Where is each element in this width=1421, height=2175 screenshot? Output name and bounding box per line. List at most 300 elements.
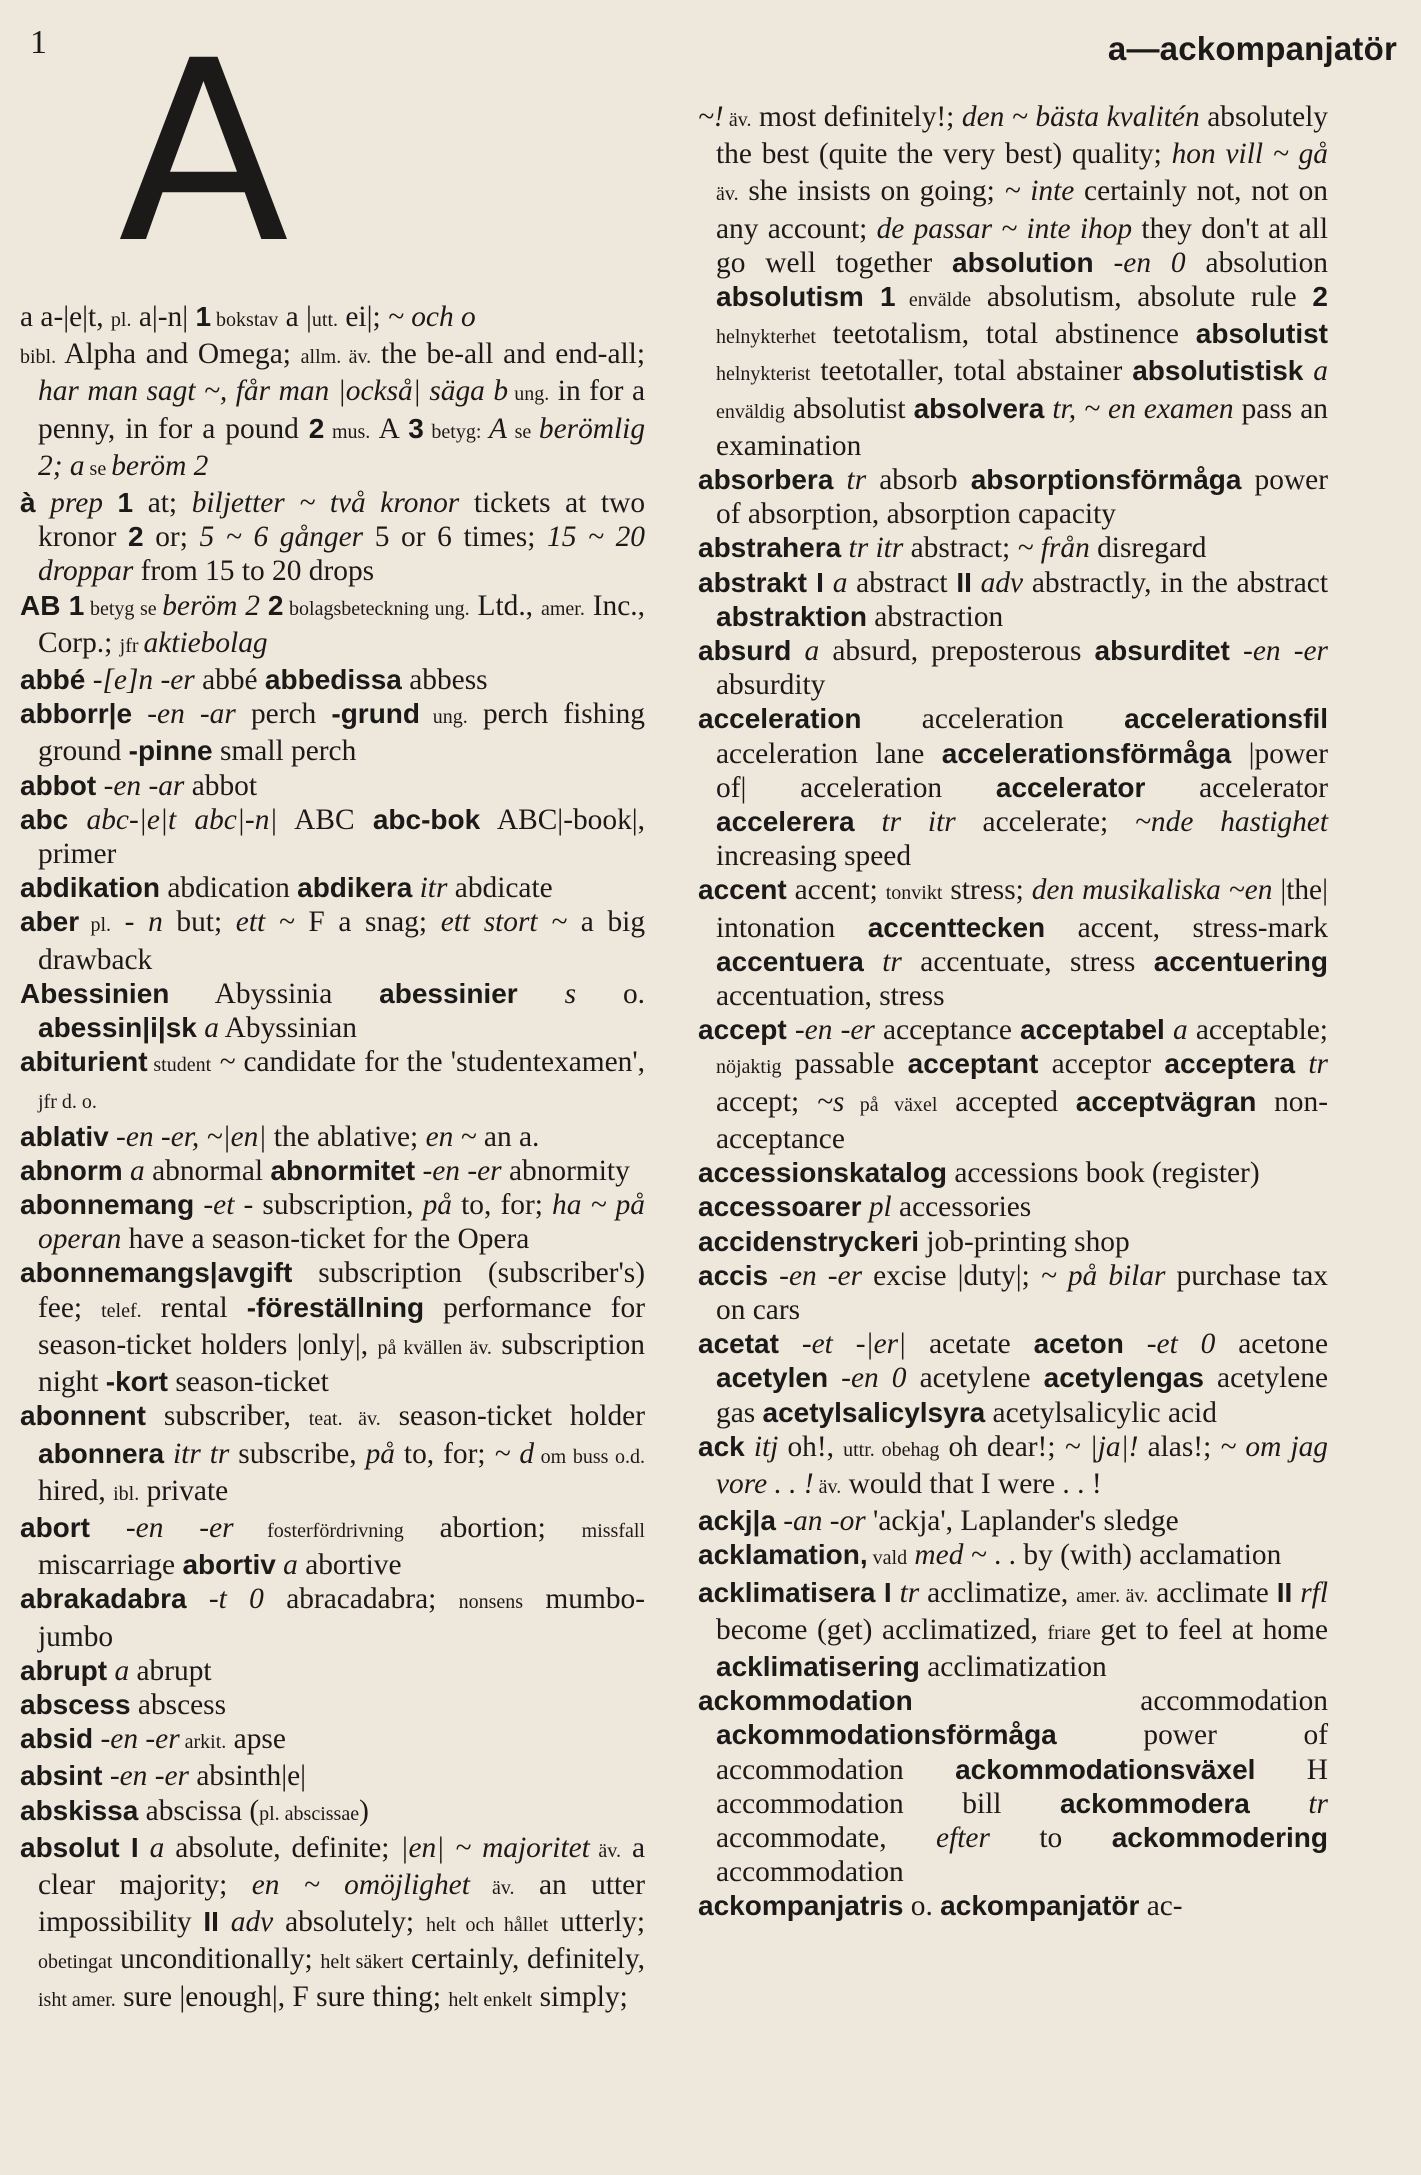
entry-text: på <box>422 1189 452 1222</box>
dictionary-entry <box>20 871 645 905</box>
entry-text: a <box>275 1549 298 1582</box>
headword: accelerera <box>716 806 855 838</box>
headword: II <box>1276 1576 1293 1608</box>
entry-text: friare <box>1047 1621 1091 1644</box>
dictionary-entry <box>698 100 1328 463</box>
entry-text: apse <box>226 1723 286 1756</box>
headword: absolvera <box>913 392 1045 424</box>
entry-text: a clear majority; <box>38 1831 645 1901</box>
headword: 2 <box>267 589 284 621</box>
entry-text: to, for; <box>394 1437 495 1470</box>
entry-text: abscissa ( <box>138 1794 260 1827</box>
entry-text: mumbo-jumbo <box>38 1583 646 1653</box>
headword: absint <box>20 1760 103 1792</box>
dictionary-entry <box>698 1889 1328 1923</box>
entry-text: alas!; <box>1138 1430 1221 1463</box>
entry-text: -en 0 <box>828 1362 907 1395</box>
headword: abborr|e <box>20 698 133 730</box>
entry-text: sure |enough|, F sure thing; <box>115 1980 449 2013</box>
entry-text: tr <box>863 945 902 978</box>
entry-text: ~! <box>698 101 724 133</box>
entry-text: vald <box>867 1547 908 1570</box>
headword: ackompanjatör <box>940 1890 1140 1922</box>
headword: accent <box>698 874 787 906</box>
headword: abbé <box>20 664 86 696</box>
entry-text: power of absorption, absorption capacity <box>716 464 1329 531</box>
headword: aceton <box>1033 1328 1124 1360</box>
entry-text: ~ inte <box>1004 175 1075 208</box>
entry-text: stress; <box>942 874 1032 907</box>
entry-text: se <box>506 420 539 443</box>
headword: accentuera <box>716 945 864 977</box>
entry-text: abracadabra; <box>263 1583 459 1616</box>
entry-text: itr tr <box>164 1437 230 1470</box>
entry-text: 5 or 6 times; <box>363 521 548 554</box>
dictionary-entry <box>698 702 1328 873</box>
entry-text: A <box>370 412 409 445</box>
entry-text: -en -er, ~|en| <box>108 1120 267 1153</box>
headword: accidenstryckeri <box>698 1225 920 1257</box>
headword: abnormitet <box>270 1154 416 1186</box>
dictionary-entry <box>20 1154 645 1188</box>
entry-text: ibl. <box>113 1482 140 1505</box>
entry-text: berömlig 2; a <box>38 412 646 482</box>
entry-text: amer. <box>540 597 585 620</box>
entry-text: a <box>823 566 848 599</box>
entry-text: äv. <box>469 1876 515 1899</box>
entry-text: oh dear!; <box>939 1430 1065 1463</box>
entry-text: pl. <box>110 309 132 331</box>
headword: accept <box>698 1014 787 1046</box>
entry-text: absorb <box>866 464 971 497</box>
headword: abonnemang <box>20 1189 195 1221</box>
headword: abbot <box>20 769 97 801</box>
entry-text: abbot <box>184 769 258 802</box>
entry-text: excise |duty|; <box>862 1259 1041 1292</box>
headword: accelerationsfil <box>1124 703 1328 735</box>
entry-text: abstract <box>847 566 957 599</box>
entry-text: äv. <box>716 183 739 206</box>
entry-text: utterly; <box>548 1906 646 1939</box>
entry-text: abc-|e|t abc|-n| <box>68 803 278 836</box>
headword: ackommodationsförmåga <box>716 1719 1057 1751</box>
entry-text: abbé <box>194 664 265 697</box>
entry-text: ung. <box>420 706 468 729</box>
headword: abonnent <box>20 1400 146 1432</box>
entry-text: have a season-ticket for the Opera <box>121 1223 530 1256</box>
entry-text: pass an examination <box>716 392 1328 462</box>
entry-text: get to feel at home <box>1090 1613 1329 1646</box>
headword: ackompanjatris <box>698 1890 904 1922</box>
entry-text: |en| ~ majoritet <box>400 1831 590 1864</box>
headword: abdikation <box>20 872 161 904</box>
headword: abrakadabra <box>20 1583 187 1615</box>
dictionary-entry <box>698 1225 1328 1259</box>
entry-text: telef. <box>101 1299 142 1322</box>
entry-text: certainly, definitely, <box>403 1943 646 1976</box>
entry-text: en ~ omöjlighet <box>251 1868 470 1901</box>
entry-text: betyg se <box>84 597 163 620</box>
entry-text: A <box>489 412 507 445</box>
entry-text: season-ticket holder <box>380 1400 645 1433</box>
entry-text: acceleration <box>861 703 1125 736</box>
dictionary-entry <box>20 905 645 976</box>
dictionary-entry <box>698 1259 1328 1327</box>
entry-text: -et 0 <box>1123 1328 1216 1361</box>
entry-text: -en -er <box>90 1511 234 1544</box>
entry-text: o. <box>576 977 645 1010</box>
headword: absurditet <box>1094 635 1230 667</box>
entry-text: -en -er <box>415 1154 502 1187</box>
headword: acklamation, <box>698 1539 868 1571</box>
headword: 2 <box>1312 281 1328 313</box>
entry-text: in for a penny, in for a pound <box>38 375 646 445</box>
dictionary-entry <box>698 873 1328 1013</box>
headword: à <box>20 487 36 519</box>
entry-text: miscarriage <box>38 1549 183 1582</box>
entry-text: amer. äv. <box>1076 1584 1149 1607</box>
entry-text: allm. äv. <box>300 346 372 369</box>
entry-text: abbess <box>401 664 488 697</box>
headword: abc <box>20 803 69 835</box>
headword: ackj|a <box>698 1505 776 1537</box>
headword: -föreställning <box>246 1291 425 1323</box>
headword: abortiv <box>182 1549 276 1581</box>
headword: ackommodera <box>1059 1787 1250 1819</box>
entry-text: Abyssinian <box>218 1012 357 1045</box>
entry-text: accelerate; <box>955 806 1136 839</box>
entry-text: accessories <box>891 1191 1032 1224</box>
entry-text: itj <box>744 1430 779 1463</box>
entry-text: den musikaliska ~en <box>1031 874 1273 907</box>
entry-text: a <box>791 635 820 668</box>
entry-text: på växel <box>844 1093 938 1116</box>
entry-text: student <box>147 1054 212 1077</box>
entry-text: helt enkelt <box>448 1988 533 2011</box>
headword: acetylsalicylsyra <box>762 1396 986 1428</box>
entry-text: bokstav <box>211 309 279 331</box>
entry-text: acclimatize, <box>919 1576 1077 1609</box>
entry-text: pl. <box>79 914 112 937</box>
dictionary-entry <box>20 1688 645 1722</box>
entry-text: den ~ bästa kvalitén <box>961 101 1200 133</box>
headword: abstrahera <box>698 532 842 564</box>
entry-text: 'ackja', Laplander's sledge <box>865 1505 1179 1538</box>
entry-text: a <box>107 1654 130 1687</box>
entry-text: rfl <box>1292 1576 1328 1609</box>
entry-text: a | <box>278 301 312 333</box>
headword: acceleration <box>698 703 862 735</box>
headword: abiturient <box>20 1046 148 1078</box>
headword: aber <box>20 906 80 938</box>
dictionary-entry <box>20 803 645 871</box>
entry-text: abdicate <box>447 872 553 905</box>
entry-text: - n <box>111 906 163 939</box>
entry-text: Inc., Corp.; <box>38 589 645 659</box>
headword: abscess <box>20 1688 131 1720</box>
headword: acklimatisera I <box>698 1576 892 1608</box>
dictionary-entry <box>20 1256 645 1399</box>
entry-text: tickets at two kronor <box>38 487 646 554</box>
entry-text: ~s <box>817 1085 845 1118</box>
left-column <box>20 0 645 2017</box>
headword: abstraktion <box>716 600 867 632</box>
entry-text: bolagsbeteckning ung. <box>283 597 470 620</box>
entry-text: efter <box>936 1821 990 1854</box>
entry-text: passable <box>781 1048 908 1081</box>
dictionary-entry <box>698 1430 1328 1504</box>
entry-text: beröm 2 <box>162 589 268 622</box>
entry-text: subscriber, <box>146 1400 309 1433</box>
entry-text: ei|; <box>338 301 388 333</box>
entry-text: or; <box>143 521 200 554</box>
entry-text: på kvällen äv. <box>377 1336 492 1359</box>
entry-text: simply; <box>532 1980 628 2013</box>
headword: abstrakt I <box>698 566 824 598</box>
headword: accenttecken <box>867 911 1046 943</box>
entry-text: abrupt <box>129 1654 212 1687</box>
entry-text: subscription (subscriber's) fee; <box>38 1257 645 1324</box>
entry-text: se <box>84 457 112 480</box>
entry-text: absolutism, absolute rule <box>971 281 1313 314</box>
entry-text: ung. <box>508 383 550 406</box>
headword: abort <box>20 1511 90 1543</box>
entry-text: a|-n| <box>131 301 196 333</box>
headword: accelerator <box>995 771 1146 803</box>
entry-text: tr <box>891 1576 920 1609</box>
entry-text: from 15 to 20 drops <box>133 555 375 588</box>
dictionary-entry <box>698 1538 1328 1575</box>
entry-text: a a-|e|t, <box>20 301 111 333</box>
page-number: 1 <box>30 24 47 61</box>
entry-text: accelerator <box>1145 771 1329 804</box>
entry-text: tr <box>1295 1048 1328 1081</box>
headword: 1 <box>117 487 134 519</box>
entry-text: ) <box>359 1794 369 1827</box>
entry-text: beröm 2 <box>111 449 209 482</box>
entry-text: -en -er <box>768 1259 863 1292</box>
entry-text: itr <box>412 872 448 905</box>
dictionary-entry <box>20 1188 645 1256</box>
dictionary-entry <box>20 1654 645 1688</box>
entry-text: missfall <box>581 1519 645 1542</box>
entry-text: . . by (with) acclamation <box>986 1539 1282 1572</box>
entry-text: med ~ <box>907 1539 987 1572</box>
entry-text: fosterfördrivning <box>233 1519 404 1542</box>
headword: II <box>956 566 972 598</box>
entry-text: tr itr <box>854 806 956 839</box>
entry-text: obetingat <box>38 1951 113 1974</box>
entry-text: teat. äv. <box>308 1408 381 1431</box>
entry-text: a big drawback <box>38 906 646 976</box>
headword: abessin|i|sk <box>38 1012 197 1044</box>
dictionary-entry <box>20 663 645 697</box>
dictionary-entry <box>20 1511 645 1582</box>
entry-text: accept; <box>716 1085 817 1118</box>
entry-text: a <box>1303 355 1328 388</box>
entry-text: at; <box>133 487 192 520</box>
headword: -kort <box>105 1366 168 1398</box>
dictionary-entry <box>20 1399 645 1511</box>
headword: ackommodering <box>1111 1821 1328 1853</box>
entry-text: -et - <box>194 1189 254 1222</box>
headword: acetylen <box>716 1362 829 1394</box>
entry-text: unconditionally; <box>112 1943 321 1976</box>
entry-text: bibl. <box>20 346 57 369</box>
entry-text: a <box>138 1831 165 1864</box>
entry-text: arkit. <box>179 1731 227 1754</box>
entry-text: nonsens <box>458 1591 524 1614</box>
entry-text: ~ från <box>1017 532 1090 565</box>
entry-text: job-printing shop <box>919 1225 1130 1258</box>
entry-text: abscess <box>130 1688 227 1721</box>
entry-text: ~ och o <box>387 301 476 333</box>
entry-text: perch fishing ground <box>38 698 645 768</box>
entry-text: -en -er <box>102 1760 189 1793</box>
entry-text: accepted <box>937 1085 1076 1118</box>
dictionary-entry <box>20 486 645 589</box>
entry-text: ~nde hastighet <box>1135 806 1328 839</box>
entry-text: -en -ar <box>96 769 185 802</box>
dictionary-entry <box>698 1327 1328 1430</box>
entry-text: acetylene <box>906 1362 1044 1395</box>
entry-text: Alpha and Omega; <box>56 338 301 371</box>
entry-text: season-ticket <box>168 1366 329 1399</box>
headword: abc-bok <box>372 803 481 835</box>
entry-text: isht amer. <box>38 1988 116 2011</box>
entry-text: acetone <box>1215 1328 1328 1361</box>
entry-text: perch <box>235 698 332 731</box>
entry-text: tonvikt <box>885 882 943 905</box>
headword: acetat <box>698 1328 779 1360</box>
entry-text: utt. <box>311 309 339 331</box>
entry-text: biljetter ~ två kronor <box>191 487 460 520</box>
entry-text: candidate for the 'studentexamen', <box>235 1046 645 1079</box>
dictionary-entry <box>20 977 645 1045</box>
entry-text: |the| intonation <box>716 874 1328 944</box>
entry-text: på <box>365 1437 395 1470</box>
dictionary-entry <box>20 589 645 663</box>
entry-text: accentuation, stress <box>716 980 945 1013</box>
entry-text: uttr. obehag <box>843 1438 940 1461</box>
entry-text: s <box>517 977 577 1010</box>
entry-text: ~ om jag vore . . ! <box>716 1430 1328 1500</box>
entry-text: to, for; <box>452 1189 553 1222</box>
headword: abdikera <box>297 872 413 904</box>
headword: absid <box>20 1723 94 1755</box>
entry-text: pl. abscissae <box>259 1802 360 1825</box>
entry-text: helt säkert <box>320 1951 404 1974</box>
dictionary-entry <box>20 769 645 803</box>
entry-text: the ablative; <box>266 1120 426 1153</box>
entry-text: a <box>196 1012 219 1045</box>
dictionary-entry <box>698 634 1328 702</box>
right-column <box>698 0 1328 1924</box>
headword: abonnemangs|avgift <box>20 1257 293 1289</box>
entry-text: absolutist <box>784 392 914 425</box>
dictionary-entry <box>698 566 1328 634</box>
entry-text: ~ d <box>494 1437 535 1470</box>
entry-text: teetotalism, total abstinence <box>815 318 1196 351</box>
entry-text: ~ |ja|! <box>1064 1430 1139 1463</box>
headword: accelerationsförmåga <box>941 737 1232 769</box>
entry-text: acetylsalicylic acid <box>985 1396 1217 1429</box>
headword: accentuering <box>1153 945 1328 977</box>
entry-text: most definitely!; <box>751 101 962 133</box>
dictionary-entry <box>20 1759 645 1793</box>
dictionary-entry <box>698 1684 1328 1889</box>
entry-text: increasing speed <box>716 840 912 873</box>
entry-text: nöjaktig <box>716 1056 782 1079</box>
entry-text: to <box>989 1821 1112 1854</box>
entry-text: H accommodation bill <box>716 1753 1329 1820</box>
entry-text: äv. <box>813 1475 842 1498</box>
dictionary-entry <box>698 1504 1328 1538</box>
entry-text: tr itr <box>841 532 904 565</box>
headword: absolutistisk <box>1132 355 1304 387</box>
entry-text: betyg: <box>423 420 490 443</box>
entry-text: oh!, <box>778 1430 844 1463</box>
entry-text: private <box>139 1474 229 1507</box>
entry-text: äv. <box>723 109 752 131</box>
headword: ackommodationsväxel <box>955 1753 1256 1785</box>
entry-text: acclimate <box>1148 1576 1277 1609</box>
entry-text: subscription night <box>38 1328 645 1399</box>
entry-text: -en -er <box>1229 635 1328 668</box>
headword: absorptionsförmåga <box>970 464 1242 496</box>
dictionary-entry <box>20 300 645 337</box>
entry-text: -en -ar <box>132 698 236 731</box>
drop-letter: A <box>118 7 290 298</box>
entry-text: a <box>1164 1014 1188 1047</box>
headword: acetylengas <box>1043 1362 1204 1394</box>
entry-text: accommodation <box>716 1856 904 1889</box>
headword: acklimatisering <box>716 1650 920 1682</box>
headword: ablativ <box>20 1120 109 1152</box>
entry-text: the be-all and end-all; <box>371 338 646 371</box>
entry-text: disregard <box>1089 532 1207 565</box>
dictionary-entry <box>20 1120 645 1154</box>
dictionary-entry <box>698 1156 1328 1190</box>
entry-text: ha ~ på operan <box>38 1189 645 1256</box>
entry-text: acclimatization <box>919 1650 1107 1683</box>
entry-text: tr <box>833 464 867 497</box>
headword: II <box>203 1906 219 1938</box>
entry-text: |power of| acceleration <box>716 737 1328 804</box>
entry-text: subscription, <box>253 1189 423 1222</box>
entry-text: non-acceptance <box>716 1085 1328 1155</box>
entry-text: acceptable; <box>1187 1014 1328 1047</box>
headword: 3 <box>408 412 424 444</box>
headword: accessionskatalog <box>698 1157 948 1189</box>
entry-text: accent; <box>786 874 886 907</box>
entry-text: absolution <box>1185 246 1328 279</box>
entry-text: äv. <box>589 1839 622 1862</box>
headword: abbedissa <box>264 664 402 696</box>
entry-text: ~ på bilar <box>1040 1259 1166 1292</box>
entry-text: har man sagt ~, får man |också| säga b <box>38 375 509 408</box>
entry-text: enväldig <box>716 400 785 423</box>
headword: -pinne <box>128 735 213 767</box>
headword: abessinier <box>379 977 518 1009</box>
entry-text: acceptor <box>1038 1048 1165 1081</box>
entry-text: abnormal <box>144 1154 271 1187</box>
entry-text: absolutely the best (quite the very best) quality; <box>716 101 1329 171</box>
dictionary-entry <box>20 1831 645 2017</box>
dictionary-entry <box>698 463 1328 531</box>
entry-text: -[e]n -er <box>85 664 195 697</box>
dictionary-entry <box>20 337 645 486</box>
